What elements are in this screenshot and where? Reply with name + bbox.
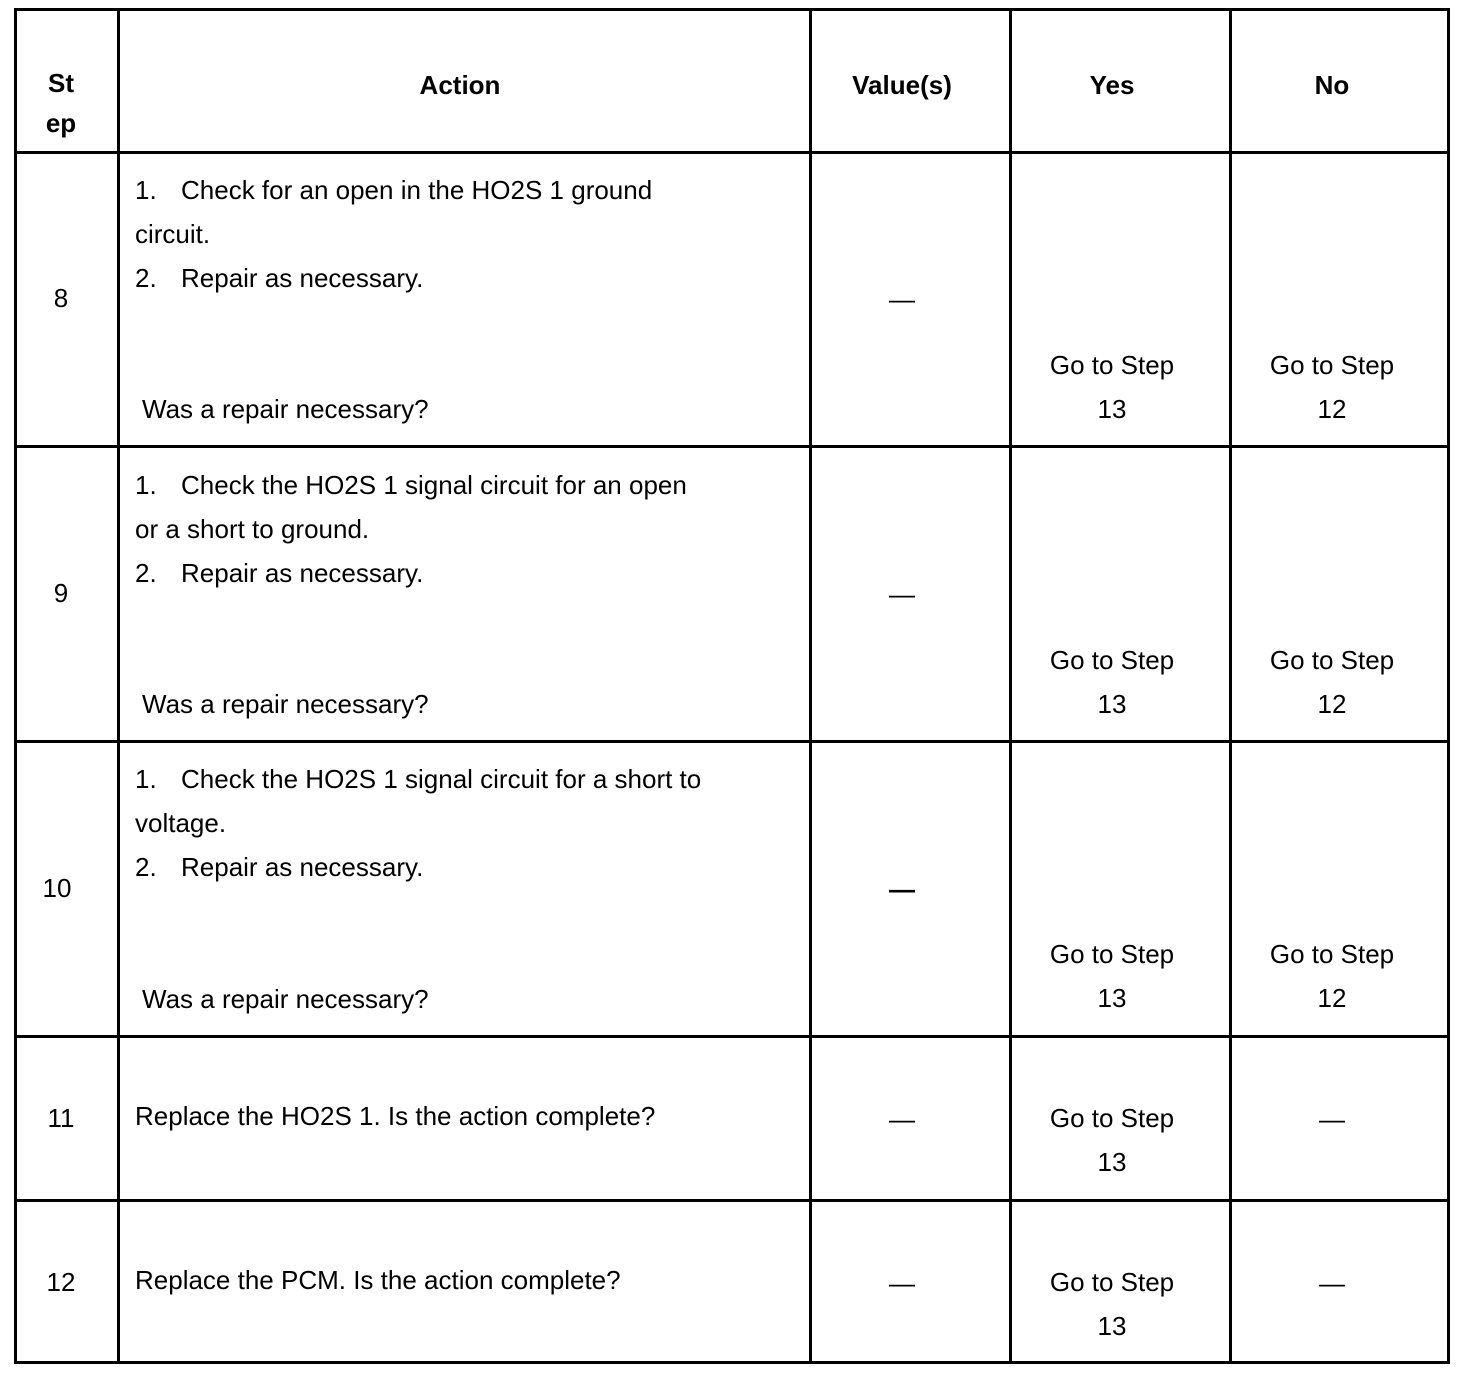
no-text: Go to Step (1269, 645, 1395, 675)
no-step-number: 12 (1317, 983, 1347, 1013)
action-text-continued: voltage. (135, 808, 227, 838)
diagnostic-table (14, 8, 1450, 1364)
yes-text: Go to Step (1049, 1267, 1175, 1297)
action-item (135, 463, 687, 507)
yes-cell (1012, 932, 1212, 1020)
step-number: 10 (42, 873, 72, 903)
action-question: Was a repair necessary? (142, 394, 429, 424)
action-cell (135, 757, 701, 889)
yes-step-number: 13 (1097, 689, 1127, 719)
action-text: Check the HO2S 1 signal circuit for a short to (181, 764, 702, 794)
action-cell: Replace the HO2S 1. Is the action complete? (135, 1101, 656, 1131)
value-cell: — (889, 1268, 915, 1298)
value-cell: — (889, 579, 915, 609)
list-number: 1. (135, 764, 157, 794)
row-divider (17, 1199, 1447, 1202)
list-number: 1. (135, 175, 157, 205)
action-text: Check for an open in the HO2S 1 ground (181, 175, 653, 205)
yes-text: Go to Step (1049, 939, 1175, 969)
list-number: 2. (135, 558, 157, 588)
action-item (135, 845, 701, 889)
yes-step-number: 13 (1097, 983, 1127, 1013)
no-cell (1232, 343, 1432, 431)
yes-cell (1012, 1260, 1212, 1348)
action-question: Was a repair necessary? (142, 689, 429, 719)
header-step-line1: St (48, 68, 74, 98)
action-cell: Replace the PCM. Is the action complete? (135, 1265, 621, 1295)
no-cell: — (1319, 1104, 1345, 1134)
yes-cell (1012, 343, 1212, 431)
header-action: Action (419, 70, 501, 100)
yes-step-number: 13 (1097, 1147, 1127, 1177)
action-text: Check the HO2S 1 signal circuit for an open (181, 470, 687, 500)
action-text-continued: circuit. (135, 219, 211, 249)
action-item (135, 168, 652, 212)
header-yes: Yes (1089, 70, 1135, 100)
value-cell: — (889, 874, 915, 904)
value-cell: — (889, 1104, 915, 1134)
no-cell (1232, 932, 1432, 1020)
yes-cell (1012, 638, 1212, 726)
row-divider (17, 1035, 1447, 1038)
step-number: 8 (53, 283, 69, 313)
action-text-continued: or a short to ground. (135, 514, 370, 544)
column-divider (809, 11, 812, 1361)
header-step-line2: ep (45, 108, 77, 138)
action-question: Was a repair necessary? (142, 984, 429, 1014)
action-text: Repair as necessary. (181, 852, 424, 882)
header-values: Value(s) (852, 70, 952, 100)
step-number: 12 (46, 1267, 76, 1297)
value-cell: — (889, 284, 915, 314)
header-step (17, 63, 105, 143)
list-number: 1. (135, 470, 157, 500)
no-cell (1232, 638, 1432, 726)
column-divider (117, 11, 120, 1361)
yes-text: Go to Step (1049, 645, 1175, 675)
step-number: 9 (53, 578, 69, 608)
no-cell: — (1319, 1268, 1345, 1298)
no-step-number: 12 (1317, 394, 1347, 424)
row-divider (17, 151, 1447, 154)
action-cell (135, 463, 687, 595)
list-number: 2. (135, 263, 157, 293)
yes-step-number: 13 (1097, 394, 1127, 424)
no-step-number: 12 (1317, 689, 1347, 719)
step-number: 11 (47, 1103, 75, 1133)
action-item (135, 757, 701, 801)
no-text: Go to Step (1269, 350, 1395, 380)
yes-text: Go to Step (1049, 1103, 1175, 1133)
yes-cell (1012, 1096, 1212, 1184)
row-divider (17, 740, 1447, 743)
no-text: Go to Step (1269, 939, 1395, 969)
list-number: 2. (135, 852, 157, 882)
action-text: Repair as necessary. (181, 263, 424, 293)
action-item (135, 551, 687, 595)
yes-text: Go to Step (1049, 350, 1175, 380)
header-no: No (1314, 70, 1350, 100)
action-text: Repair as necessary. (181, 558, 424, 588)
row-divider (17, 445, 1447, 448)
yes-step-number: 13 (1097, 1311, 1127, 1341)
action-item (135, 256, 652, 300)
action-cell (135, 168, 652, 300)
